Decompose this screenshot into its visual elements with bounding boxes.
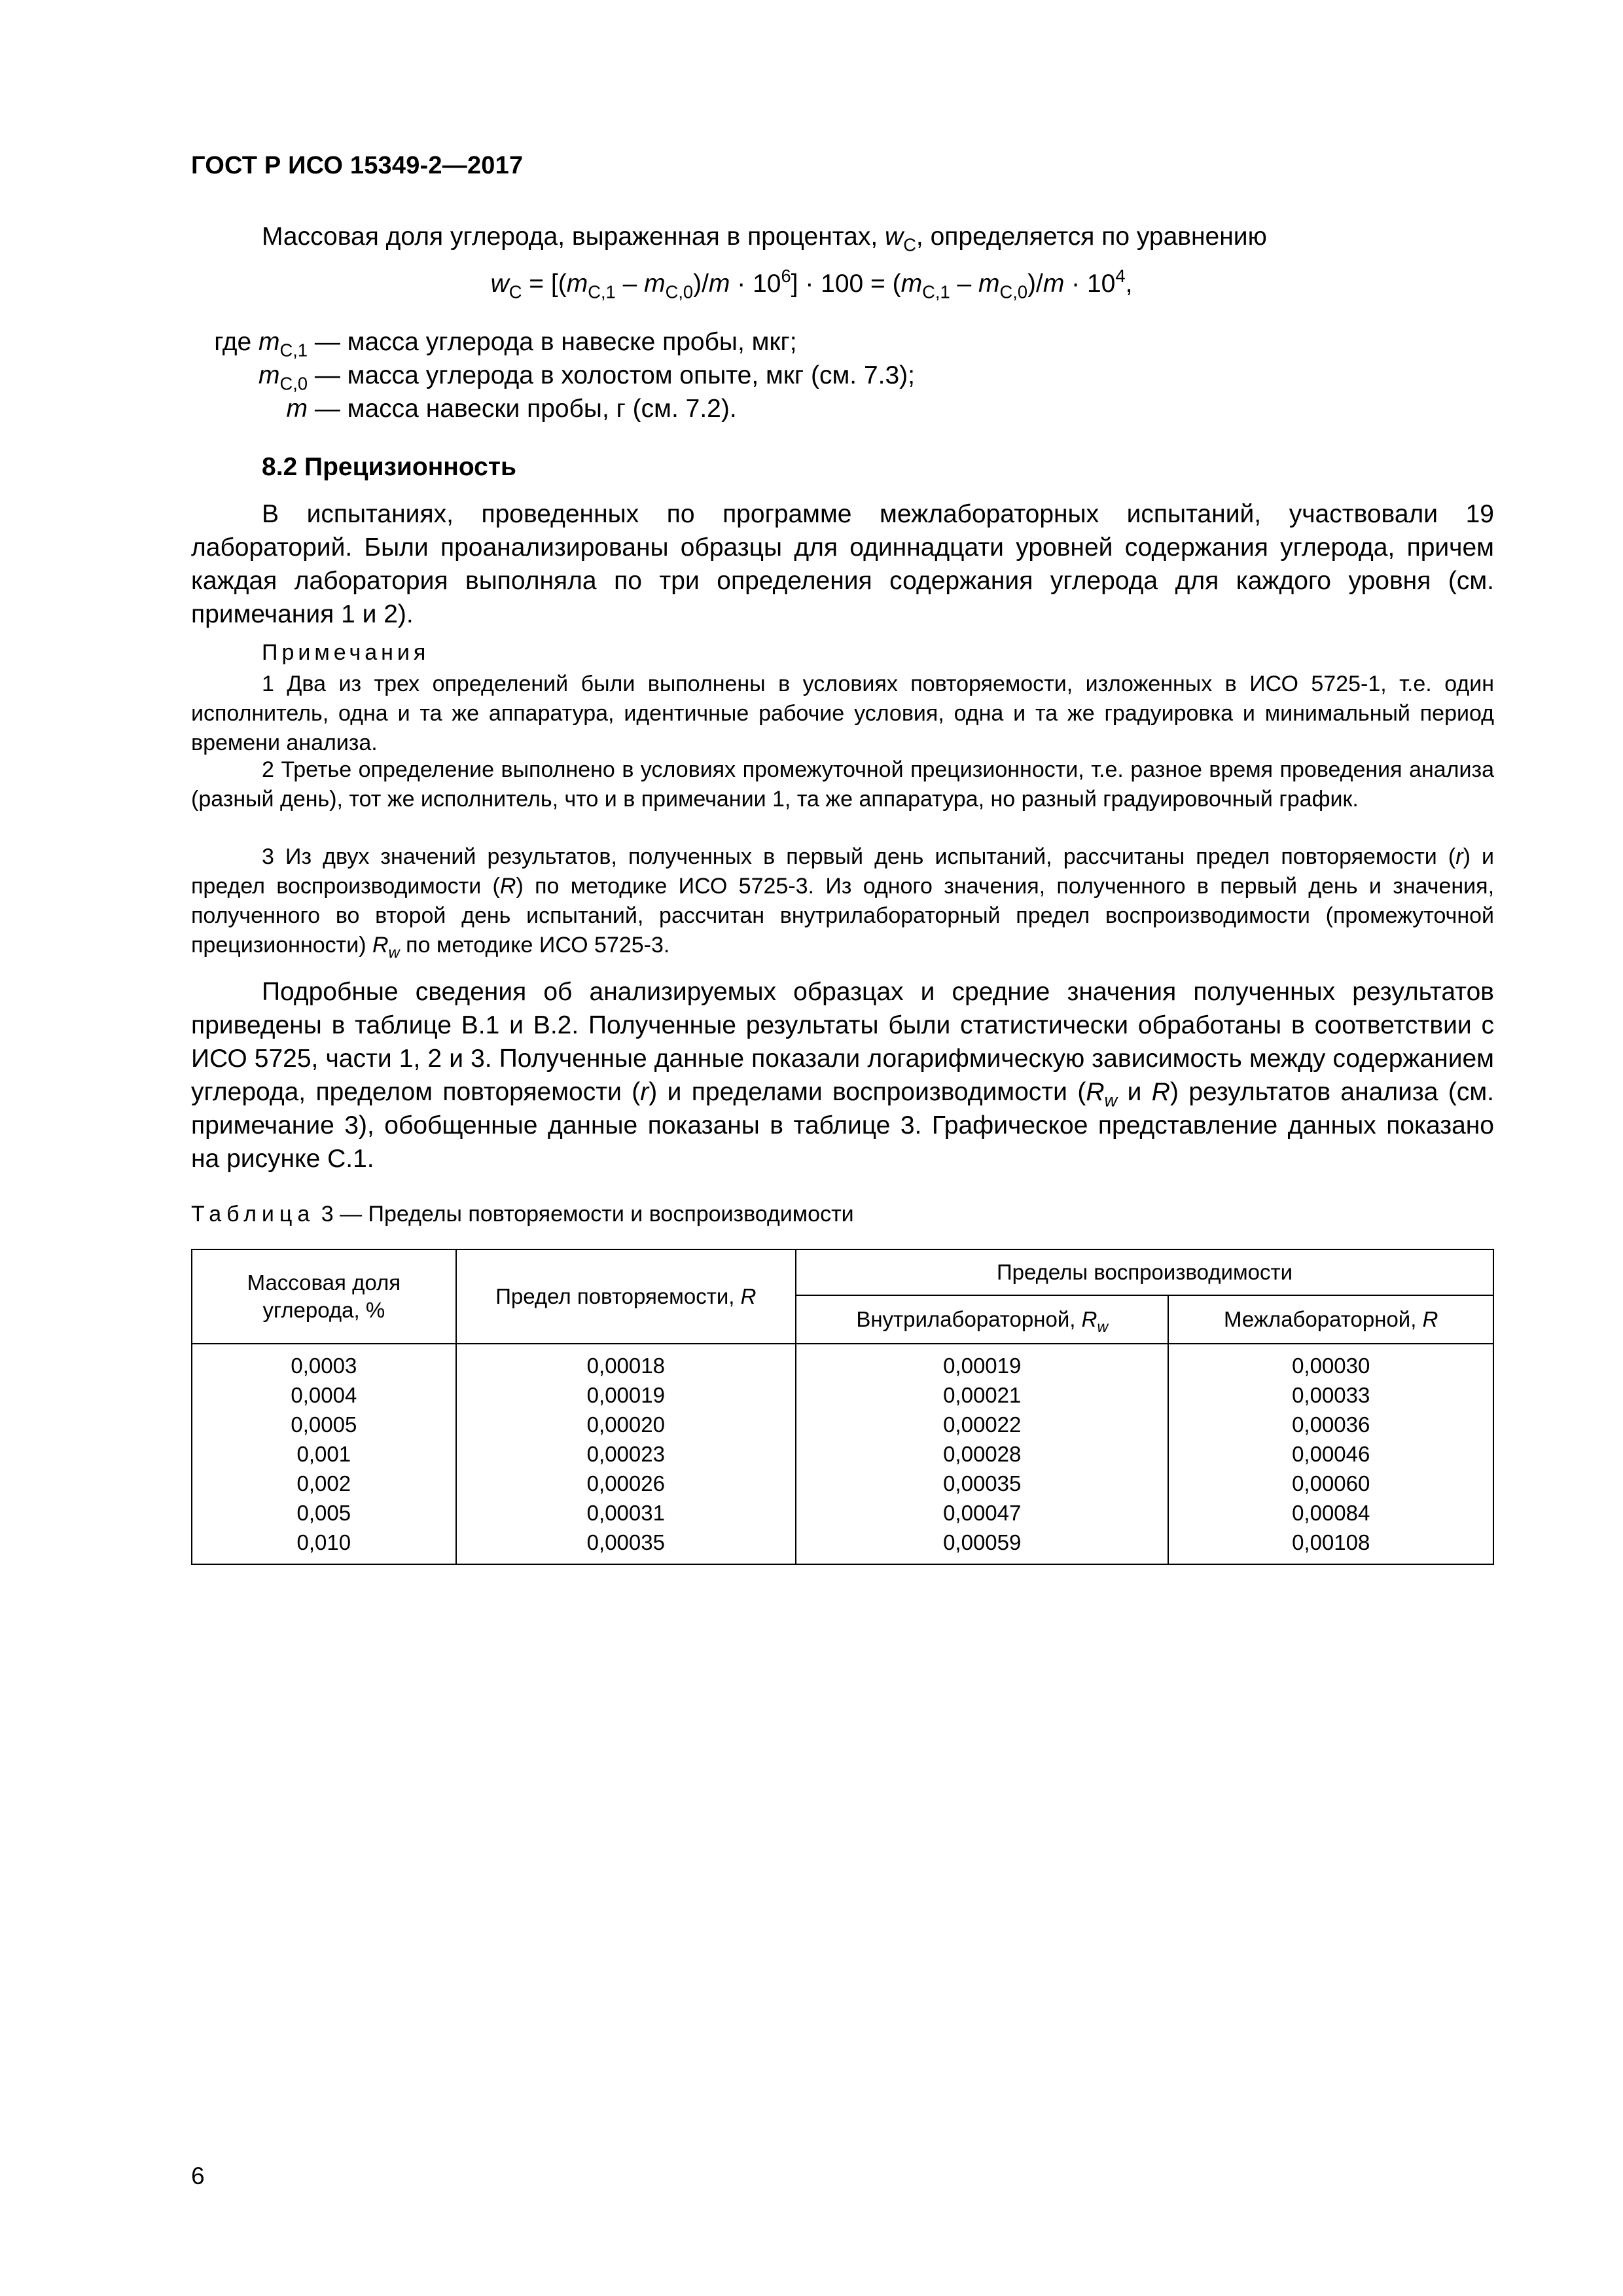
page-number: 6 (191, 2162, 205, 2189)
notes-title: Примечания (262, 640, 430, 665)
definition-row: где $m_{C,1}$ — масса углерода в навеске пробы, мкг; (214, 328, 797, 361)
table-cell: 0,00030 (1168, 1344, 1493, 1380)
table-row (192, 1344, 1493, 1380)
document-header: ГОСТ Р ИСО 15349-2—2017 (191, 152, 524, 179)
results-paragraph: Подробные сведения об анализируемых образцах и средние значения полученных результатов приведены в таблице В.1 и В.2. Полученные результаты были статистически обработаны в соответствии с ИСО 5725, части 1, 2 и 3. Полученные данные показали логарифмическую зависимость между содержанием углерода, пределом повторяемости (r) и пределами воспроизводимости ($R_w$ и R) результатов анализа (см. примечание 3), обобщенные данные показаны в таблице 3. Графическое представление данных показано на рисунке С.1. (191, 978, 1494, 1173)
definition-row: $m_{C,0}$ — масса углерода в холостом опыте, мкг (см. 7.3); (259, 361, 915, 394)
table-cell: 0,002 (192, 1469, 456, 1498)
table-cell: 0,00019 (796, 1344, 1168, 1380)
carbon-fraction-formula: $w_C = [(m_{C,1} - m_{C,0})/m \cdot 10^6] \cdot 100 = (m_{C,1} - m_{C,0})/m \cdot 10^4$, (490, 266, 1133, 302)
table-cell: 0,00018 (456, 1344, 796, 1380)
table-cell: 0,00023 (456, 1439, 796, 1469)
column-header-carbon-fraction: Массовая доля углерода, % (192, 1249, 456, 1344)
table-cell: 0,00046 (1168, 1439, 1493, 1469)
table-cell: 0,00059 (796, 1528, 1168, 1564)
table-cell: 0,00033 (1168, 1380, 1493, 1410)
column-header-reproducibility-group: Пределы воспроизводимости (796, 1249, 1493, 1295)
table-cell: 0,005 (192, 1498, 456, 1528)
table-cell: 0,00031 (456, 1498, 796, 1528)
section-heading: 8.2 Прецизионность (262, 453, 516, 481)
table-cell: 0,00021 (796, 1380, 1168, 1410)
table-row (192, 1528, 1493, 1564)
table-cell: 0,00019 (456, 1380, 796, 1410)
table-cell: 0,00108 (1168, 1528, 1493, 1564)
formula-intro: Массовая доля углерода, выраженная в процентах, $w_C$, определяется по уравнению (262, 223, 1267, 255)
precision-paragraph: В испытаниях, проведенных по программе межлабораторных испытаний, участвовали 19 лабораторий. Были проанализированы образцы для одиннадцати уровней содержания углерода, причем каждая лаборатория выполняла по три определения содержания углерода для каждого уровня (см. примечания 1 и 2). (191, 500, 1494, 628)
table-cell: 0,00020 (456, 1410, 796, 1439)
table-row (192, 1469, 1493, 1498)
table-cell: 0,0005 (192, 1410, 456, 1439)
note-1: 1 Два из трех определений были выполнены в условиях повторяемости, изложенных в ИСО 5725-1, т.е. один исполнитель, одна и та же аппаратура, идентичные рабочие условия, одна и та же градуировка и минимальный период времени анализа. (191, 672, 1494, 755)
table-cell: 0,010 (192, 1528, 456, 1564)
table-row (192, 1498, 1493, 1528)
definition-row: m — масса навески пробы, г (см. 7.2). (286, 395, 737, 423)
note-3: 3 Из двух значений результатов, полученных в первый день испытаний, рассчитаны предел повторяемости (r) и предел воспроизводимости (R) по методике ИСО 5725-3. Из одного значения, полученного в первый день и значения, полученного во второй день испытаний, рассчитан внутрилабораторный предел воспроизводимости (промежуточной прецизионности) $R_w$ по методике ИСО 5725-3. (191, 844, 1495, 962)
table-cell: 0,00026 (456, 1469, 796, 1498)
table-row (192, 1380, 1493, 1410)
column-header-intralab: Внутрилабораторной, $R_w$ (796, 1295, 1168, 1344)
variable-definitions (191, 325, 915, 425)
table-cell: 0,00060 (1168, 1469, 1493, 1498)
table-row (192, 1410, 1493, 1439)
table-cell: 0,00028 (796, 1439, 1168, 1469)
table-cell: 0,0003 (192, 1344, 456, 1380)
table-cell: 0,00036 (1168, 1410, 1493, 1439)
column-header-interlab: Межлабораторной, R (1168, 1295, 1493, 1344)
table-cell: 0,0004 (192, 1380, 456, 1410)
table-cell: 0,00035 (796, 1469, 1168, 1498)
note-2: 2 Третье определение выполнено в условиях промежуточной прецизионности, т.е. разное время проведения анализа (разный день), тот же исполнитель, что и в примечании 1, та же аппаратура, но разный градуировочный график. (191, 757, 1494, 812)
table-cell: 0,00035 (456, 1528, 796, 1564)
limits-table (191, 1249, 1494, 1565)
table-cell: 0,00084 (1168, 1498, 1493, 1528)
table-cell: 0,001 (192, 1439, 456, 1469)
table-row (192, 1439, 1493, 1469)
table-cell: 0,00047 (796, 1498, 1168, 1528)
table-cell: 0,00022 (796, 1410, 1168, 1439)
table-caption: Таблица 3 — Пределы повторяемости и воспроизводимости (191, 1202, 854, 1227)
column-header-repeatability: Предел повторяемости, R (456, 1249, 796, 1344)
